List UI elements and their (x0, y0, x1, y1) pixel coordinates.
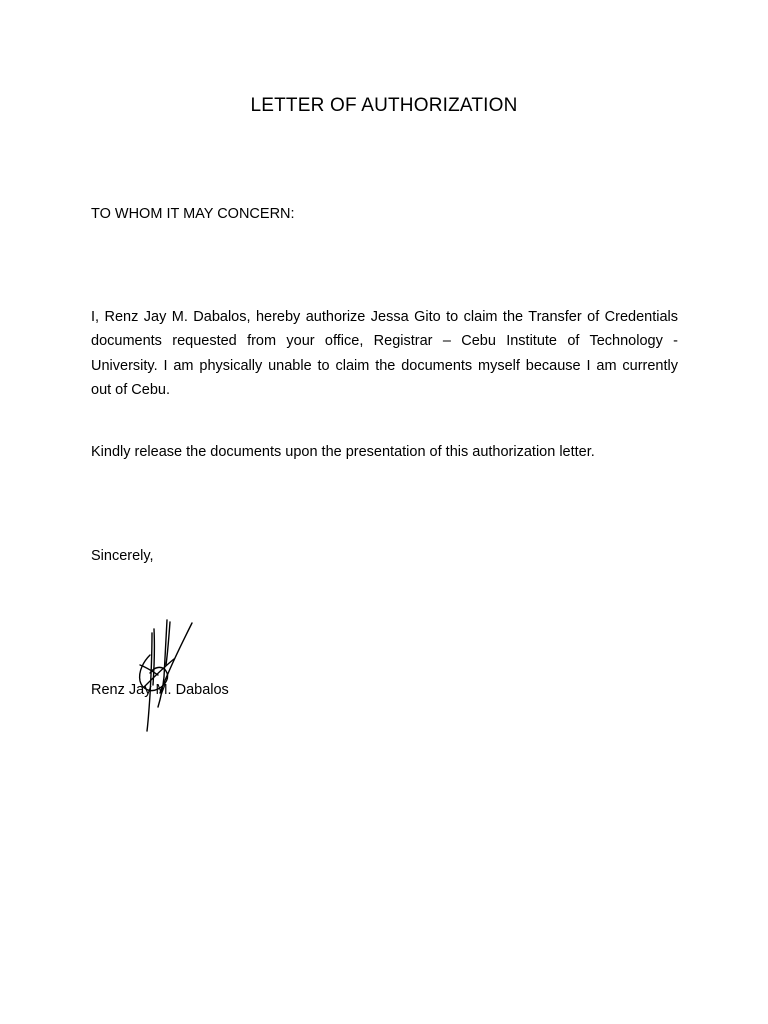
request-paragraph: Kindly release the documents upon the presentation of this authorization letter. (91, 444, 595, 460)
authorization-paragraph: I, Renz Jay M. Dabalos, hereby authorize Jessa Gito to claim the Transfer of Credentials documents requested from your office, Registrar – Cebu Institute of Technology - University. I am physically unable to claim the documents myself because I am currently out of Cebu. (91, 309, 678, 398)
letter-title: LETTER OF AUTHORIZATION (250, 95, 518, 116)
salutation: TO WHOM IT MAY CONCERN: (91, 206, 295, 222)
closing-line: Sincerely, (91, 548, 154, 564)
signatory-name: Renz Jay M. Dabalos (91, 682, 229, 698)
handwritten-signature (130, 615, 200, 735)
